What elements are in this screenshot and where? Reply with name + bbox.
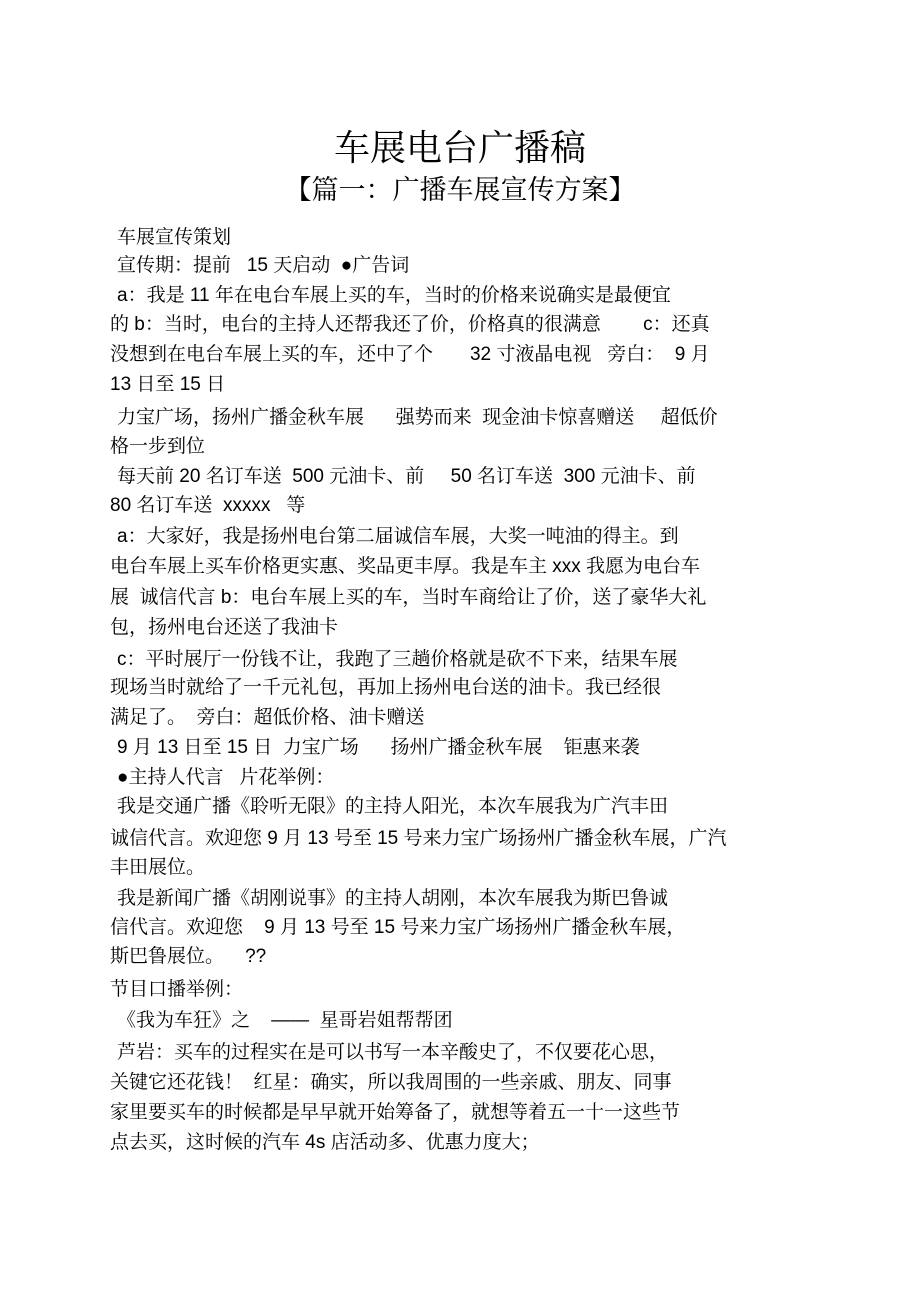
text-line: 节目口播举例： xyxy=(110,979,244,1000)
text-line: ●主持人代言 片花举例： xyxy=(117,767,335,788)
text-line: 满足了。 旁白：超低价格、油卡赠送 xyxy=(110,707,425,728)
text-line: 芦岩：买车的过程实在是可以书写一本辛酸史了，不仅要花心思， xyxy=(117,1042,669,1063)
text-line: 车展宣传策划 xyxy=(117,227,232,248)
text-line: 我是新闻广播《胡刚说事》的主持人胡刚，本次车展我为斯巴鲁诚 xyxy=(117,888,669,909)
text-line: 丰田展位。 xyxy=(110,857,206,878)
text-line: 力宝广场，扬州广播金秋车展 强势而来 现金油卡惊喜赠送 超低价 xyxy=(117,407,718,428)
text-line: 现场当时就给了一千元礼包，再加上扬州电台送的油卡。我已经很 xyxy=(110,677,662,698)
text-line: 关键它还花钱！ 红星：确实，所以我周围的一些亲戚、朋友、同事 xyxy=(110,1072,672,1093)
document-title: 车展电台广播稿 xyxy=(333,128,586,169)
text-line: 家里要买车的时候都是早早就开始筹备了，就想等着五一十一这些节 xyxy=(110,1102,681,1123)
text-line: c：平时展厅一份钱不让，我跑了三趟价格就是砍不下来，结果车展 xyxy=(117,649,678,670)
text-line: 包，扬州电台还送了我油卡 xyxy=(110,617,339,638)
text-line: 格一步到位 xyxy=(110,436,206,457)
text-line: a：大家好，我是扬州电台第二届诚信车展，大奖一吨油的得主。到 xyxy=(117,526,679,547)
text-line: 9 月 13 日至 15 日 力宝广场 扬州广播金秋车展 钜惠来袭 xyxy=(117,737,640,758)
text-line: 宣传期：提前 15 天启动 ●广告词 xyxy=(117,255,410,276)
text-line: a：我是 11 年在电台车展上买的车，当时的价格来说确实是最便宜 xyxy=(117,285,671,306)
text-line: 13 日至 15 日 xyxy=(110,374,226,395)
text-line: 展 诚信代言 b：电台车展上买的车，当时车商给让了价，送了豪华大礼 xyxy=(110,587,707,608)
text-line: 80 名订车送 xxxxx 等 xyxy=(110,495,306,516)
document-subtitle: 【篇一：广播车展宣传方案】 xyxy=(284,175,636,206)
text-line: 点去买，这时候的汽车 4s 店活动多、优惠力度大； xyxy=(110,1132,540,1153)
text-line: 《我为车狂》之 —— 星哥岩姐帮帮团 xyxy=(117,1010,453,1031)
text-line: 没想到在电台车展上买的车，还中了个 32 寸液晶电视 旁白： 9 月 xyxy=(110,344,710,365)
text-line: 的 b：当时，电台的主持人还帮我还了价，价格真的很满意 c：还真 xyxy=(110,314,710,335)
text-line: 电台车展上买车价格更实惠、奖品更丰厚。我是车主 xxx 我愿为电台车 xyxy=(110,556,701,577)
text-line: 每天前 20 名订车送 500 元油卡、前 50 名订车送 300 元油卡、前 xyxy=(117,466,696,487)
text-line: 我是交通广播《聆听无限》的主持人阳光，本次车展我为广汽丰田 xyxy=(117,796,669,817)
text-line: 诚信代言。欢迎您 9 月 13 号至 15 号来力宝广场扬州广播金秋车展，广汽 xyxy=(110,828,727,849)
text-line: 信代言。欢迎您 9 月 13 号至 15 号来力宝广场扬州广播金秋车展， xyxy=(110,917,686,938)
text-line: 斯巴鲁展位。 ?? xyxy=(110,946,267,967)
